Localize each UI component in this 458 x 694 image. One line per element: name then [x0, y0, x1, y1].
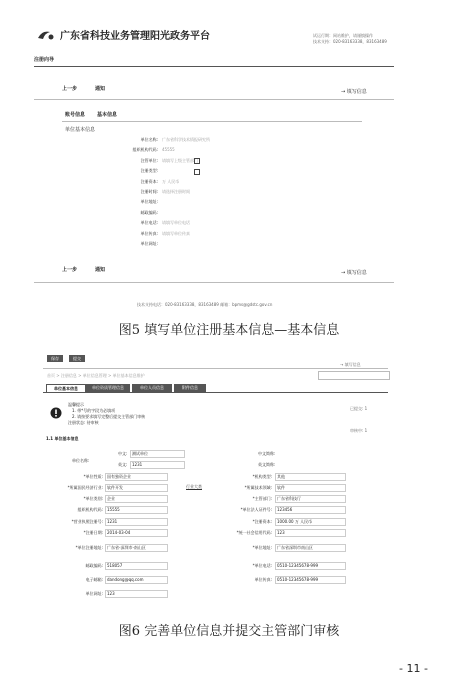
left-field-label: 组织机构代码: — [77, 507, 103, 512]
left-field-label: *单位类别: — [83, 496, 103, 501]
right-field-input[interactable]: 广东省深圳市南山区 — [275, 544, 346, 552]
right-field-input[interactable]: 123456 — [275, 506, 346, 514]
tab-unit-qualification[interactable]: 单位资质管理信息 — [86, 384, 130, 392]
right-field-input[interactable]: 123 — [275, 529, 346, 537]
right-field-label: *单位地址: — [252, 545, 272, 550]
unit-abbr-en-label: 英文简称: — [258, 462, 276, 467]
unit-abbr-cn-label: 中文简称: — [258, 451, 276, 456]
arrow-right-icon: → — [341, 89, 346, 95]
industry-link[interactable]: 行业大类 — [186, 484, 202, 489]
step2-top-right-label: 填写信息 — [344, 362, 361, 367]
tab-unit-staff[interactable]: 单位人员信息 — [132, 384, 172, 392]
right-field-input[interactable]: 软件 — [275, 484, 346, 492]
right-field-label: *机构类型: — [252, 474, 272, 479]
step1-field-value[interactable]: 请填写上级主管部门 — [162, 157, 198, 163]
tab-underline — [62, 121, 362, 122]
step2-top-right[interactable] — [340, 362, 361, 367]
step1-divider-top — [34, 99, 394, 100]
step2-search-box[interactable] — [318, 371, 390, 380]
left-field-label: 单位网址: — [85, 591, 103, 596]
step1-field-value[interactable]: 45555 — [162, 147, 175, 153]
left-field-input[interactable]: 2014-03-04 — [105, 529, 168, 537]
calendar-icon[interactable] — [194, 158, 200, 164]
step2-breadcrumb: 首页 > 注册信息 > 单位信息管理 > 单位基本信息维护 — [47, 373, 145, 378]
left-field-label: *所属国民经济行业: — [67, 485, 103, 490]
right-field-label: *单位电话: — [252, 563, 272, 568]
right-field-label: *注册资本: — [252, 519, 272, 524]
step1-footer-next-label: 填写信息 — [346, 270, 367, 276]
step1-footer-prev[interactable]: 上一步 — [62, 267, 78, 273]
step1-section-title: 单位基本信息 — [65, 127, 96, 133]
tab-basic-info[interactable]: 基本信息 — [97, 112, 118, 118]
right-field-input[interactable]: 广东省科技厅 — [275, 495, 346, 503]
left-field-label: *注册日期: — [83, 530, 103, 535]
step1-field-value[interactable]: 请选择注册时间 — [162, 189, 190, 194]
step2-section-title: 1.1 单位基本信息 — [46, 436, 79, 441]
step1-field-label: 单位名称: — [140, 137, 158, 142]
right-field-label: *主管部门: — [252, 496, 272, 501]
notice-title: 温馨提示 — [68, 402, 84, 407]
right-field-input[interactable]: 0510-12345678-999 — [275, 562, 346, 570]
warning-icon — [50, 404, 62, 416]
left-field-input[interactable]: 企业 — [105, 495, 168, 503]
left-field-label: *单位性质: — [83, 474, 103, 479]
left-field-label: *营业执照注册号: — [71, 519, 103, 524]
step1-field-value[interactable]: 广东省科学技术情报研究所 — [162, 137, 210, 142]
portal-contact-line2: 技术支持：020-83163338，83163489 — [313, 39, 387, 44]
step1-next-label: 填写信息 — [346, 89, 367, 95]
right-field-input[interactable]: 其他 — [275, 473, 346, 481]
right-field-label: *所属技术领域: — [244, 485, 272, 490]
left-field-input[interactable]: 15555 — [105, 506, 168, 514]
step1-field-label: 单位传真: — [140, 230, 158, 236]
unit-name-en-label: 英文: — [118, 462, 128, 467]
right-note2: 审核中: 1 — [350, 428, 368, 433]
tab-baseline — [43, 392, 388, 393]
left-field-label: *单位注册地址: — [75, 545, 103, 550]
notice-line1: 1. 带*号的字段为必填项 — [72, 408, 116, 413]
left-field-input[interactable]: 国有独资企业 — [105, 473, 168, 481]
step1-field-label: 注册资本: — [140, 178, 158, 184]
portal-contact-line1: 试运行期：网站维护，请谨慎操作 — [313, 33, 373, 38]
portal-logo — [36, 26, 56, 38]
left-field-input[interactable]: 软件开发 — [105, 484, 168, 492]
calendar-icon[interactable] — [194, 169, 200, 175]
step1-notice: 通知 — [95, 86, 106, 92]
step1-footer-next[interactable] — [341, 270, 367, 276]
save-button[interactable]: 保存 — [47, 355, 63, 362]
tab-unit-basic-info[interactable]: 单位基本信息 — [46, 384, 86, 393]
figure-caption-5: 图5 填写单位注册基本信息—基本信息 — [118, 323, 340, 338]
arrow-right-icon: → — [340, 362, 344, 367]
step1-field-label: 单位电话: — [140, 220, 158, 226]
left-field-input[interactable]: 518057 — [105, 562, 168, 570]
step1-divider-bottom — [34, 282, 394, 283]
tab-attachments[interactable]: 附件信息 — [174, 384, 206, 392]
unit-name-cn-label: 中文: — [118, 451, 128, 456]
page-number: - 11 - — [399, 662, 428, 675]
step1-field-label: 注册时间: — [140, 189, 158, 194]
step1-field-value[interactable]: 请填写单位电话 — [162, 220, 190, 226]
unit-name-label: 单位名称: — [72, 458, 90, 463]
unit-name-cn-field[interactable]: 测试单位 — [130, 450, 185, 458]
right-field-label: 单位传真: — [254, 577, 272, 582]
nav-label[interactable]: 注册向导 — [34, 57, 55, 63]
left-field-input[interactable]: dandong@qq.com — [105, 576, 168, 584]
notice-line2: 2. 请按要求填写完整后提交主管部门审核 — [72, 414, 146, 419]
step1-prev[interactable]: 上一步 — [62, 86, 78, 92]
step1-field-label: 单位地址: — [140, 199, 158, 205]
left-field-input[interactable]: 123 — [105, 590, 168, 598]
step1-footer-notice: 通知 — [95, 267, 106, 273]
right-field-label: *单位法人证件号: — [240, 507, 272, 512]
arrow-right-icon: → — [341, 270, 346, 276]
unit-name-en-field[interactable]: 1231 — [130, 461, 185, 469]
step1-field-label: 注管单位: — [140, 157, 158, 163]
tab-account-info[interactable]: 账号信息 — [65, 112, 86, 118]
step1-field-label: 邮政编码: — [140, 209, 158, 215]
step1-next[interactable] — [341, 89, 367, 95]
step1-field-label: 单位网址: — [140, 241, 158, 246]
notice-line3: 注册状态: 待审核 — [68, 420, 99, 425]
step1-field-label: 组织机构代码: — [132, 147, 158, 153]
step1-field-value[interactable]: 万 人民币 — [162, 178, 180, 184]
step1-field-label: 注册类型: — [140, 168, 158, 174]
left-field-label: 电子邮箱: — [85, 577, 103, 582]
left-field-input[interactable]: 广东省-深圳市-南山区 — [105, 544, 168, 552]
step1-field-value[interactable]: 请填写单位传真 — [162, 230, 190, 236]
portal-title: 广东省科技业务管理阳光政务平台 — [60, 31, 210, 42]
support-line: 技术支持电话：020-83163338，83163489 邮箱：bpms@gdstc.gov.cn — [137, 302, 273, 307]
left-field-label: 邮政编码: — [85, 563, 103, 568]
right-note1: 已提交: 1 — [350, 406, 368, 411]
step2-divider-top — [43, 368, 388, 369]
right-field-input[interactable]: 0510-12345678-999 — [275, 576, 346, 584]
submit-button[interactable]: 提交 — [69, 355, 85, 362]
figure-caption-6: 图6 完善单位信息并提交主管部门审核 — [118, 624, 340, 639]
nav-divider — [34, 66, 394, 67]
left-field-input[interactable]: 1231 — [105, 518, 168, 526]
right-field-label: *统一社会信用代码: — [236, 530, 272, 535]
right-field-input[interactable]: 1000.00 万 人民币 — [275, 518, 346, 526]
